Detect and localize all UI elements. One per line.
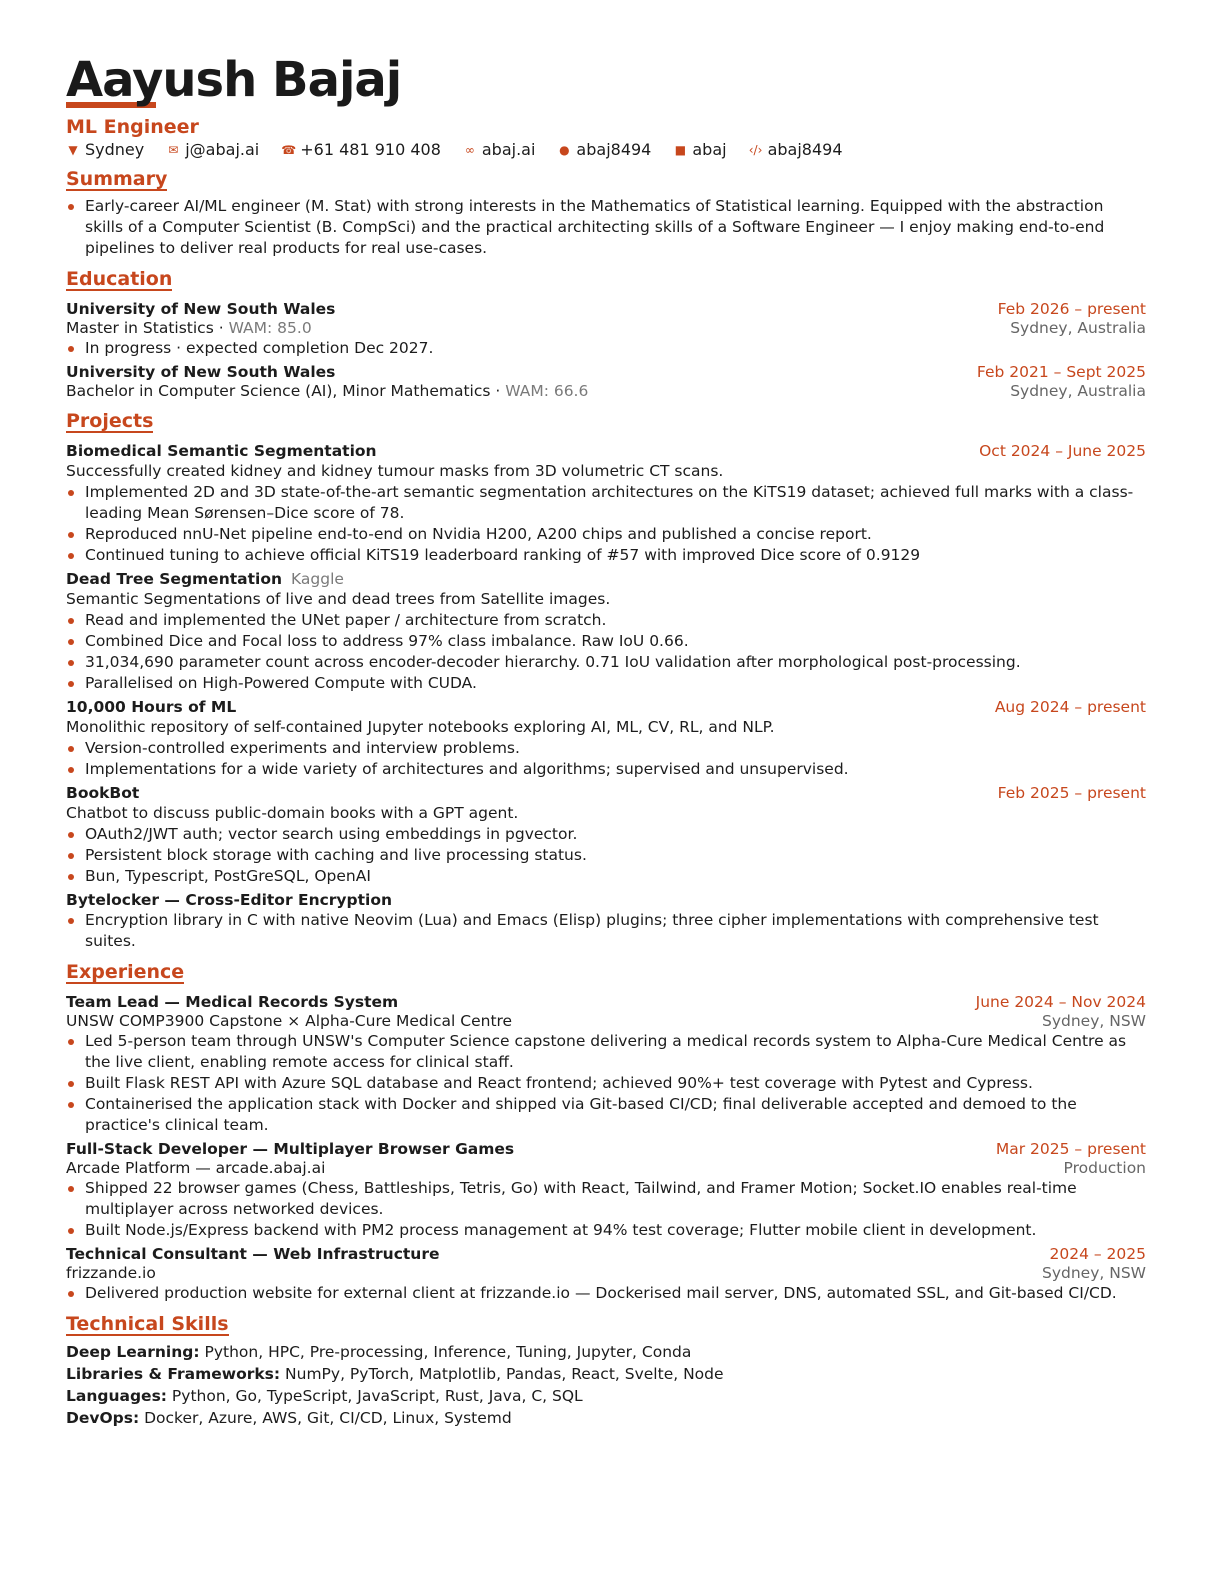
experience-date: June 2024 – Nov 2024 (975, 993, 1146, 1011)
wam-score: WAM: 85.0 (228, 319, 312, 337)
skill-value: NumPy, PyTorch, Matplotlib, Pandas, React, Svelte, Node (280, 1365, 724, 1383)
experience-org-row (66, 1012, 1146, 1031)
skill-label: Libraries & Frameworks: (66, 1365, 281, 1383)
bullet-list (66, 1031, 1146, 1136)
bullet-item: Parallelised on High-Powered Compute with CUDA. (66, 673, 1146, 694)
project-title-line (66, 698, 236, 717)
contact-text: abaj8494 (767, 140, 843, 159)
contact-text: Sydney (85, 140, 145, 159)
education-header-row (66, 300, 1146, 319)
skill-row (66, 1407, 1146, 1429)
contact-text: +61 481 910 408 (300, 140, 441, 159)
github-icon: ● (559, 142, 570, 157)
bullet-list (66, 610, 1146, 694)
summary-section (66, 159, 1146, 259)
experience-role: Full-Stack Developer — Multiplayer Browser Games (66, 1140, 515, 1158)
code-icon: ‹/› (748, 142, 763, 157)
contact-text: abaj (692, 140, 727, 159)
location-icon: ▼ (68, 142, 78, 157)
experience-org: UNSW COMP3900 Capstone × Alpha-Cure Medical Centre (66, 1012, 513, 1030)
section-title-experience: Experience (66, 961, 185, 983)
bullet-list (66, 738, 1146, 780)
bullet-item: Led 5-person team through UNSW's Computer Science capstone delivering a medical records system to Alpha-Cure Medical Centre as the live client, enabling remote access for clinical staff. (66, 1031, 1146, 1073)
project-header-row (66, 784, 1146, 803)
project-date: Feb 2025 – present (997, 784, 1146, 802)
education-header-row (66, 363, 1146, 382)
bullet-list (66, 338, 1146, 359)
education-entry (66, 363, 1146, 401)
bullet-item: Continued tuning to achieve official KiTS19 leaderboard ranking of #57 with improved Dice score of 0.9129 (66, 545, 1146, 566)
bullet-item: 31,034,690 parameter count across encoder-decoder hierarchy. 0.71 IoU validation after morphological post-processing. (66, 652, 1146, 673)
project-title-line (66, 784, 139, 803)
school-name: University of New South Wales (66, 300, 336, 318)
experience-org: Arcade Platform — arcade.abaj.ai (66, 1159, 326, 1177)
project-tag: Kaggle (291, 570, 344, 588)
experience-org-row (66, 1159, 1146, 1178)
project-header-row (66, 570, 1146, 589)
bullet-item: Persistent block storage with caching and live processing status. (66, 845, 1146, 866)
education-location: Sydney, Australia (1010, 382, 1146, 400)
experience-location: Sydney, NSW (1042, 1264, 1146, 1282)
experience-header-row (66, 1140, 1146, 1159)
project-description: Semantic Segmentations of live and dead trees from Satellite images. (66, 590, 611, 608)
bullet-item: Encryption library in C with native Neovim (Lua) and Emacs (Elisp) plugins; three cipher implementations with comprehensive test suites. (66, 910, 1146, 952)
contact-location[interactable] (66, 140, 144, 159)
experience-entry (66, 993, 1146, 1136)
skill-label: Deep Learning: (66, 1343, 200, 1361)
project-title-line (66, 891, 392, 910)
contact-link[interactable] (463, 140, 536, 159)
project-description: Successfully created kidney and kidney tumour masks from 3D volumetric CT scans. (66, 462, 724, 480)
education-list (66, 300, 1146, 401)
experience-location: Sydney, NSW (1042, 1012, 1146, 1030)
degree-name: Bachelor in Computer Science (AI), Minor Mathematics · (66, 382, 506, 400)
skills-list (66, 1341, 1146, 1429)
projects-section (66, 401, 1146, 952)
bullet-item: OAuth2/JWT auth; vector search using embeddings in pgvector. (66, 824, 1146, 845)
skill-row (66, 1385, 1146, 1407)
education-degree-row (66, 319, 1146, 338)
project-entry (66, 698, 1146, 780)
project-entry (66, 891, 1146, 952)
skill-label: Languages: (66, 1387, 167, 1405)
bullet-item: In progress · expected completion Dec 2027. (66, 338, 1146, 359)
contact-text: abaj.ai (481, 140, 536, 159)
section-title-projects: Projects (66, 410, 154, 432)
section-title-education: Education (66, 268, 173, 290)
section-title-skills: Technical Skills (66, 1313, 229, 1335)
project-header-row (66, 698, 1146, 717)
project-name: Bytelocker — Cross-Editor Encryption (66, 891, 393, 909)
job-title: ML Engineer (66, 116, 199, 138)
bullet-item: Built Node.js/Express backend with PM2 process management at 94% test coverage; Flutter mobile client in development. (66, 1220, 1146, 1241)
experience-org-row (66, 1264, 1146, 1283)
phone-icon: ☎ (281, 142, 297, 157)
experience-header-row (66, 993, 1146, 1012)
projects-list (66, 442, 1146, 952)
experience-date: Mar 2025 – present (995, 1140, 1146, 1158)
summary-bullet: Early-career AI/ML engineer (M. Stat) with strong interests in the Mathematics of Statistical learning. Equipped with the abstraction skills of a Computer Scientist (B. CompSci) and the practical architecting skills of a Software Engineer — I enjoy making end-to-end pipelines to deliver real products for real use-cases. (66, 196, 1146, 259)
skill-row (66, 1363, 1146, 1385)
project-name: 10,000 Hours of ML (66, 698, 237, 716)
education-degree-row (66, 382, 1146, 401)
bullet-item: Combined Dice and Focal loss to address 97% class imbalance. Raw IoU 0.66. (66, 631, 1146, 652)
bullet-item: Read and implemented the UNet paper / architecture from scratch. (66, 610, 1146, 631)
project-date: Aug 2024 – present (994, 698, 1146, 716)
education-section (66, 259, 1146, 401)
bullet-item: Delivered production website for external client at frizzande.io — Dockerised mail server, DNS, automated SSL, and Git-based CI/CD. (66, 1283, 1146, 1304)
bullet-item: Built Flask REST API with Azure SQL database and React frontend; achieved 90%+ test coverage with Pytest and Cypress. (66, 1073, 1146, 1094)
project-entry (66, 442, 1146, 566)
experience-header-row (66, 1245, 1146, 1264)
bullet-item: Version-controlled experiments and interview problems. (66, 738, 1146, 759)
bullet-list (66, 910, 1146, 952)
experience-entry (66, 1140, 1146, 1241)
bullet-item: Implemented 2D and 3D state-of-the-art semantic segmentation architectures on the KiTS19 dataset; achieved full marks with a class-leading Mean Sørensen–Dice score of 78. (66, 482, 1146, 524)
project-name: Dead Tree Segmentation (66, 570, 283, 588)
experience-date: 2024 – 2025 (1049, 1245, 1146, 1263)
contact-text: abaj8494 (576, 140, 652, 159)
degree-name: Master in Statistics · (66, 319, 229, 337)
education-date: Feb 2021 – Sept 2025 (976, 363, 1146, 381)
degree-line (66, 319, 312, 338)
skills-section (66, 1304, 1146, 1429)
skill-label: DevOps: (66, 1409, 140, 1427)
linkedin-icon: ■ (674, 142, 687, 157)
project-entry (66, 784, 1146, 887)
contact-github[interactable] (557, 140, 651, 159)
person-name: Aayush Bajaj (66, 52, 402, 108)
school-name: University of New South Wales (66, 363, 336, 381)
education-location: Sydney, Australia (1010, 319, 1146, 337)
wam-score: WAM: 66.6 (505, 382, 589, 400)
bullet-item: Implementations for a wide variety of architectures and algorithms; supervised and unsupervised. (66, 759, 1146, 780)
contact-linkedin[interactable] (673, 140, 726, 159)
project-header-row (66, 891, 1146, 910)
skill-row (66, 1341, 1146, 1363)
contact-phone[interactable] (281, 140, 441, 159)
link-icon: ∞ (464, 142, 475, 157)
bullet-item: Reproduced nnU-Net pipeline end-to-end on Nvidia H200, A200 chips and published a concise report. (66, 524, 1146, 545)
skill-value: Python, Go, TypeScript, JavaScript, Rust, Java, C, SQL (167, 1387, 583, 1405)
skill-value: Python, HPC, Pre-processing, Inference, Tuning, Jupyter, Conda (199, 1343, 692, 1361)
education-entry (66, 300, 1146, 359)
experience-location: Production (1063, 1159, 1146, 1177)
bullet-item: Bun, Typescript, PostGreSQL, OpenAI (66, 866, 1146, 887)
project-description: Monolithic repository of self-contained Jupyter notebooks exploring AI, ML, CV, RL, and NLP. (66, 718, 775, 736)
summary-list (66, 196, 1146, 259)
section-title-summary: Summary (66, 168, 168, 190)
experience-role: Technical Consultant — Web Infrastructure (66, 1245, 440, 1263)
bullet-item: Shipped 22 browser games (Chess, Battleships, Tetris, Go) with React, Tailwind, and Framer Motion; Socket.IO enables real-time multiplayer across networked devices. (66, 1178, 1146, 1220)
project-description: Chatbot to discuss public-domain books with a GPT agent. (66, 804, 519, 822)
degree-line (66, 382, 588, 401)
contact-text: j@abaj.ai (185, 140, 260, 159)
contact-code[interactable] (749, 140, 843, 159)
project-name: Biomedical Semantic Segmentation (66, 442, 377, 460)
experience-list (66, 993, 1146, 1304)
skill-value: Docker, Azure, AWS, Git, CI/CD, Linux, Systemd (139, 1409, 512, 1427)
contact-bar (66, 140, 1146, 159)
bullet-list (66, 1283, 1146, 1304)
bullet-list (66, 1178, 1146, 1241)
bullet-item: Containerised the application stack with Docker and shipped via Git-based CI/CD; final deliverable accepted and demoed to the practice's clinical team. (66, 1094, 1146, 1136)
project-title-line (66, 442, 377, 461)
experience-org: frizzande.io (66, 1264, 156, 1282)
project-title-line (66, 570, 344, 589)
project-name: BookBot (66, 784, 140, 802)
bullet-list (66, 482, 1146, 566)
experience-section (66, 952, 1146, 1304)
experience-entry (66, 1245, 1146, 1304)
mail-icon: ✉ (168, 142, 179, 157)
project-header-row (66, 442, 1146, 461)
education-date: Feb 2026 – present (997, 300, 1146, 318)
experience-role: Team Lead — Medical Records System (66, 993, 399, 1011)
project-entry (66, 570, 1146, 694)
contact-mail[interactable] (166, 140, 259, 159)
bullet-list (66, 824, 1146, 887)
project-date: Oct 2024 – June 2025 (979, 442, 1146, 460)
